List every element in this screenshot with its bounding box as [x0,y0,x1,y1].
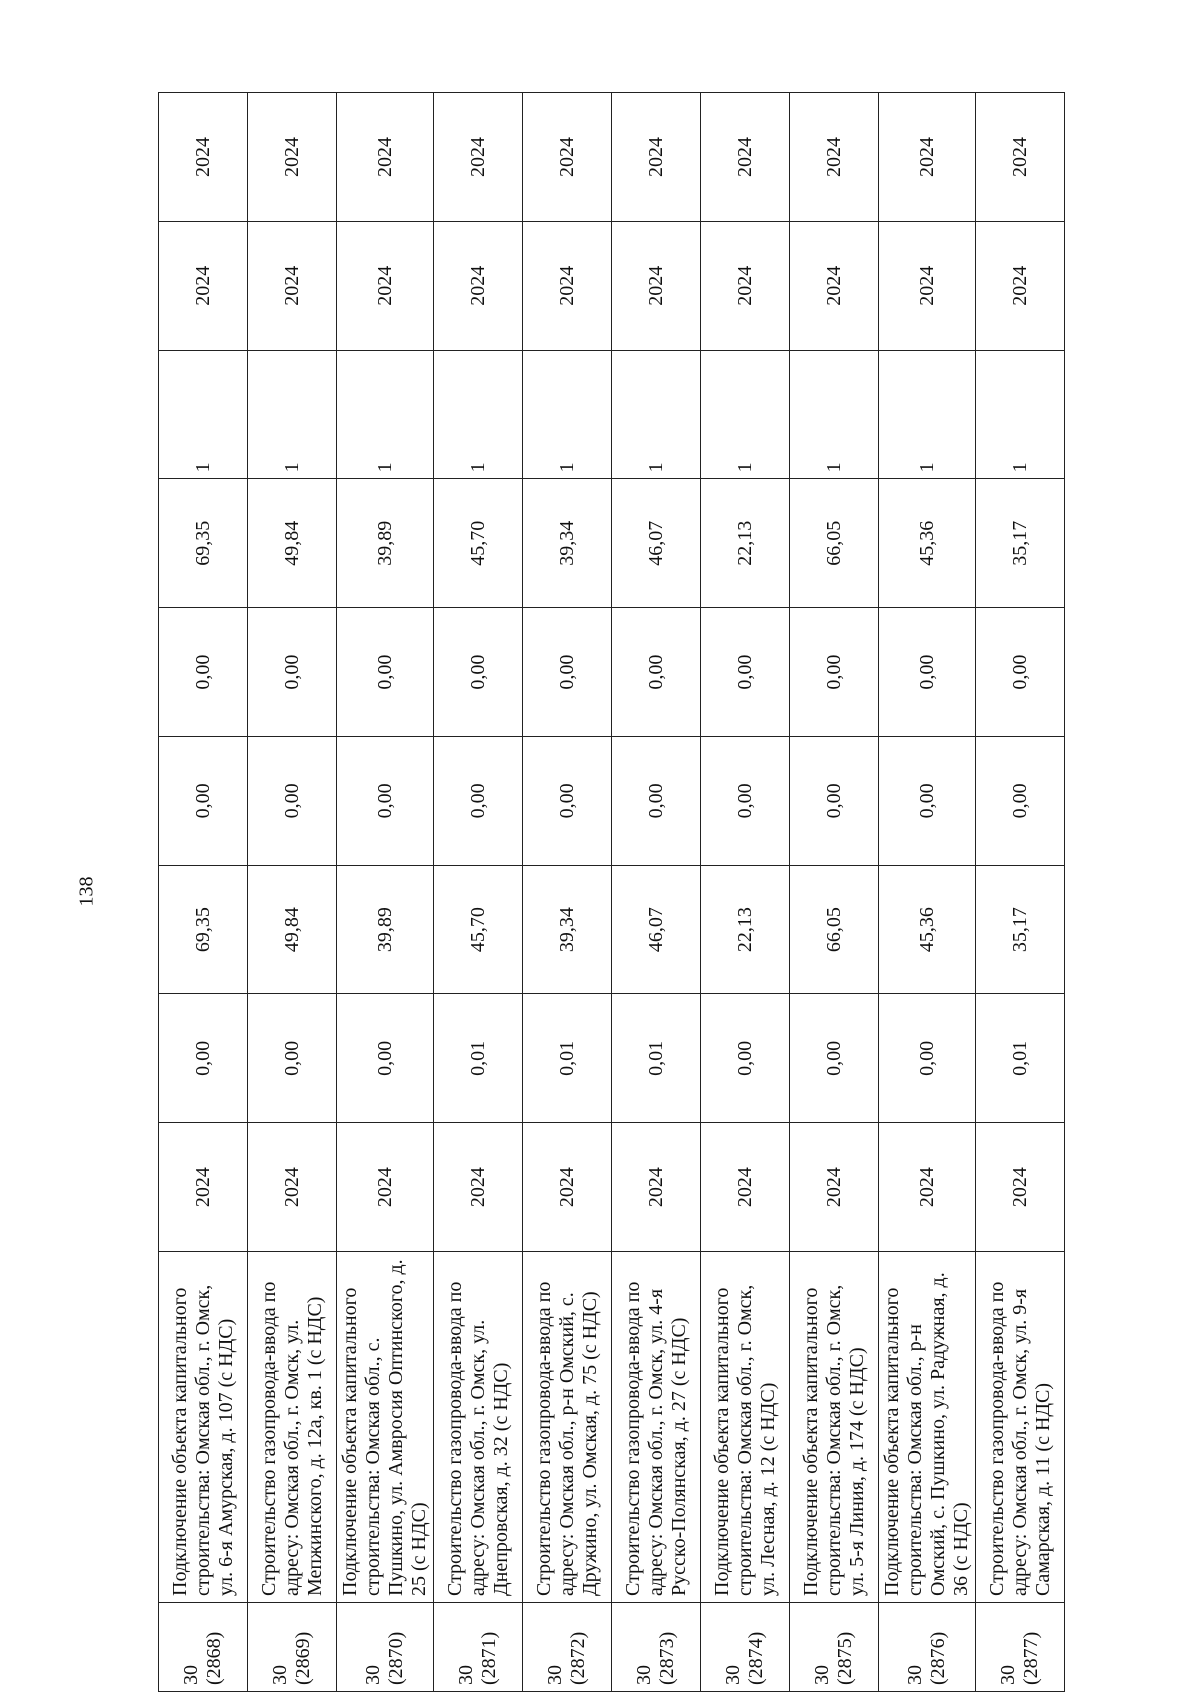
year-start-cell: 2024 [612,221,701,350]
value-cell-1: 0,01 [976,994,1065,1123]
row-code: (2876) [927,1631,949,1685]
value-cell-4: 0,00 [523,608,612,737]
row-code: (2870) [385,1631,407,1685]
year-start-cell: 2024 [879,221,976,350]
year-cell: 2024 [701,1123,790,1252]
value-cell-4: 0,00 [434,608,523,737]
year-cell: 2024 [159,1123,248,1252]
year-start-cell: 2024 [523,221,612,350]
count-cell: 1 [976,350,1065,479]
object-description-cell: Подключение объекта капитального строительства: Омская обл., г. Омск, ул. Лесная, д. 12 (с НДС) [701,1252,790,1603]
row-number: 30 [633,1665,655,1685]
table-body [159,93,1065,1692]
row-number: 30 [180,1665,202,1685]
value-cell-4: 0,00 [790,608,879,737]
count-cell: 1 [523,350,612,479]
year-end-cell: 2024 [434,93,523,222]
value-cell-3: 0,00 [701,736,790,865]
row-code: (2872) [567,1631,589,1685]
year-start-cell: 2024 [434,221,523,350]
value-cell-5: 39,89 [337,479,434,608]
count-cell: 1 [879,350,976,479]
row-code-cell [159,1603,248,1692]
row-code: (2877) [1020,1631,1042,1685]
value-cell-5: 69,35 [159,479,248,608]
table-row [612,93,701,1692]
value-cell-3: 0,00 [159,736,248,865]
value-cell-4: 0,00 [337,608,434,737]
row-code: (2873) [656,1631,678,1685]
count-cell: 1 [248,350,337,479]
row-number: 30 [722,1665,744,1685]
value-cell-2: 35,17 [976,865,1065,994]
row-number: 30 [811,1665,833,1685]
value-cell-4: 0,00 [879,608,976,737]
year-cell: 2024 [337,1123,434,1252]
count-cell: 1 [701,350,790,479]
value-cell-2: 46,07 [612,865,701,994]
year-cell: 2024 [612,1123,701,1252]
value-cell-3: 0,00 [976,736,1065,865]
value-cell-3: 0,00 [612,736,701,865]
row-number: 30 [455,1665,477,1685]
row-number: 30 [269,1665,291,1685]
object-description-cell: Строительство газопровода-ввода по адресу: Омская обл., г. Омск, ул. 9-я Самарская, д. 11 (с НДС) [976,1252,1065,1603]
value-cell-1: 0,01 [612,994,701,1123]
year-start-cell: 2024 [701,221,790,350]
value-cell-2: 66,05 [790,865,879,994]
object-description-cell: Строительство газопровода-ввода по адресу: Омская обл., г. Омск, ул. Мепжинского, д. 12а, кв. 1 (с НДС) [248,1252,337,1603]
object-description-cell: Подключение объекта капитального строительства: Омская обл., с. Пушкино, ул. Амвросия Оптинского, д. 25 (с НДС) [337,1252,434,1603]
value-cell-5: 22,13 [701,479,790,608]
value-cell-4: 0,00 [612,608,701,737]
object-description-cell: Подключение объекта капитального строительства: Омская обл., р-н Омский, с. Пушкино, ул. Радужная, д. 36 (с НДС) [879,1252,976,1603]
value-cell-2: 39,89 [337,865,434,994]
value-cell-3: 0,00 [879,736,976,865]
row-code-cell [879,1603,976,1692]
value-cell-1: 0,00 [337,994,434,1123]
page-number: 138 [75,876,98,907]
value-cell-3: 0,00 [337,736,434,865]
value-cell-2: 69,35 [159,865,248,994]
object-description-cell: Подключение объекта капитального строительства: Омская обл., г. Омск, ул. 5-я Линия, д. 174 (с НДС) [790,1252,879,1603]
count-cell: 1 [159,350,248,479]
year-start-cell: 2024 [337,221,434,350]
year-end-cell: 2024 [790,93,879,222]
value-cell-5: 45,36 [879,479,976,608]
year-start-cell: 2024 [248,221,337,350]
value-cell-3: 0,00 [790,736,879,865]
value-cell-2: 45,36 [879,865,976,994]
value-cell-1: 0,00 [790,994,879,1123]
table-row [523,93,612,1692]
value-cell-4: 0,00 [701,608,790,737]
year-start-cell: 2024 [790,221,879,350]
table-row [248,93,337,1692]
row-number: 30 [997,1665,1019,1685]
value-cell-1: 0,00 [879,994,976,1123]
rotated-table-container [158,92,1065,1692]
row-code-cell [612,1603,701,1692]
value-cell-2: 22,13 [701,865,790,994]
value-cell-3: 0,00 [248,736,337,865]
year-end-cell: 2024 [159,93,248,222]
value-cell-1: 0,01 [434,994,523,1123]
year-cell: 2024 [434,1123,523,1252]
value-cell-1: 0,00 [701,994,790,1123]
table-row [976,93,1065,1692]
table-row [434,93,523,1692]
year-cell: 2024 [523,1123,612,1252]
row-code-cell [701,1603,790,1692]
table-row [879,93,976,1692]
year-end-cell: 2024 [523,93,612,222]
value-cell-5: 35,17 [976,479,1065,608]
year-cell: 2024 [790,1123,879,1252]
count-cell: 1 [790,350,879,479]
year-end-cell: 2024 [879,93,976,222]
value-cell-5: 39,34 [523,479,612,608]
year-cell: 2024 [976,1123,1065,1252]
value-cell-2: 45,70 [434,865,523,994]
row-number: 30 [362,1665,384,1685]
value-cell-5: 46,07 [612,479,701,608]
row-code: (2869) [292,1631,314,1685]
year-start-cell: 2024 [976,221,1065,350]
row-number: 30 [544,1665,566,1685]
value-cell-4: 0,00 [976,608,1065,737]
value-cell-3: 0,00 [523,736,612,865]
count-cell: 1 [434,350,523,479]
object-description-cell: Строительство газопровода-ввода по адресу: Омская обл., г. Омск, ул. 4-я Русско-Полянская, д. 27 (с НДС) [612,1252,701,1603]
row-code-cell [976,1603,1065,1692]
year-cell: 2024 [248,1123,337,1252]
value-cell-5: 45,70 [434,479,523,608]
row-code-cell [523,1603,612,1692]
row-code: (2871) [478,1631,500,1685]
year-end-cell: 2024 [612,93,701,222]
year-cell: 2024 [879,1123,976,1252]
object-description-cell: Строительство газопровода-ввода по адресу: Омская обл., г. Омск, ул. Днепровская, д. 32 (с НДС) [434,1252,523,1603]
value-cell-3: 0,00 [434,736,523,865]
row-code: (2868) [203,1631,225,1685]
row-code: (2874) [745,1631,767,1685]
row-code: (2875) [834,1631,856,1685]
count-cell: 1 [337,350,434,479]
table-row [701,93,790,1692]
value-cell-1: 0,00 [159,994,248,1123]
value-cell-1: 0,00 [248,994,337,1123]
year-end-cell: 2024 [976,93,1065,222]
table-row [790,93,879,1692]
table-row [159,93,248,1692]
value-cell-5: 66,05 [790,479,879,608]
value-cell-2: 49,84 [248,865,337,994]
row-code-cell [790,1603,879,1692]
object-description-cell: Подключение объекта капитального строительства: Омская обл., г. Омск, ул. 6-я Амурская, д. 107 (с НДС) [159,1252,248,1603]
value-cell-5: 49,84 [248,479,337,608]
count-cell: 1 [612,350,701,479]
value-cell-2: 39,34 [523,865,612,994]
object-description-cell: Строительство газопровода-ввода по адресу: Омская обл., р-н Омский, с. Дружино, ул. Омская, д. 75 (с НДС) [523,1252,612,1603]
investment-table [158,92,1065,1692]
year-start-cell: 2024 [159,221,248,350]
value-cell-4: 0,00 [248,608,337,737]
row-code-cell [434,1603,523,1692]
row-code-cell [248,1603,337,1692]
row-code-cell [337,1603,434,1692]
year-end-cell: 2024 [337,93,434,222]
year-end-cell: 2024 [248,93,337,222]
value-cell-4: 0,00 [159,608,248,737]
year-end-cell: 2024 [701,93,790,222]
row-number: 30 [904,1665,926,1685]
value-cell-1: 0,01 [523,994,612,1123]
table-row [337,93,434,1692]
